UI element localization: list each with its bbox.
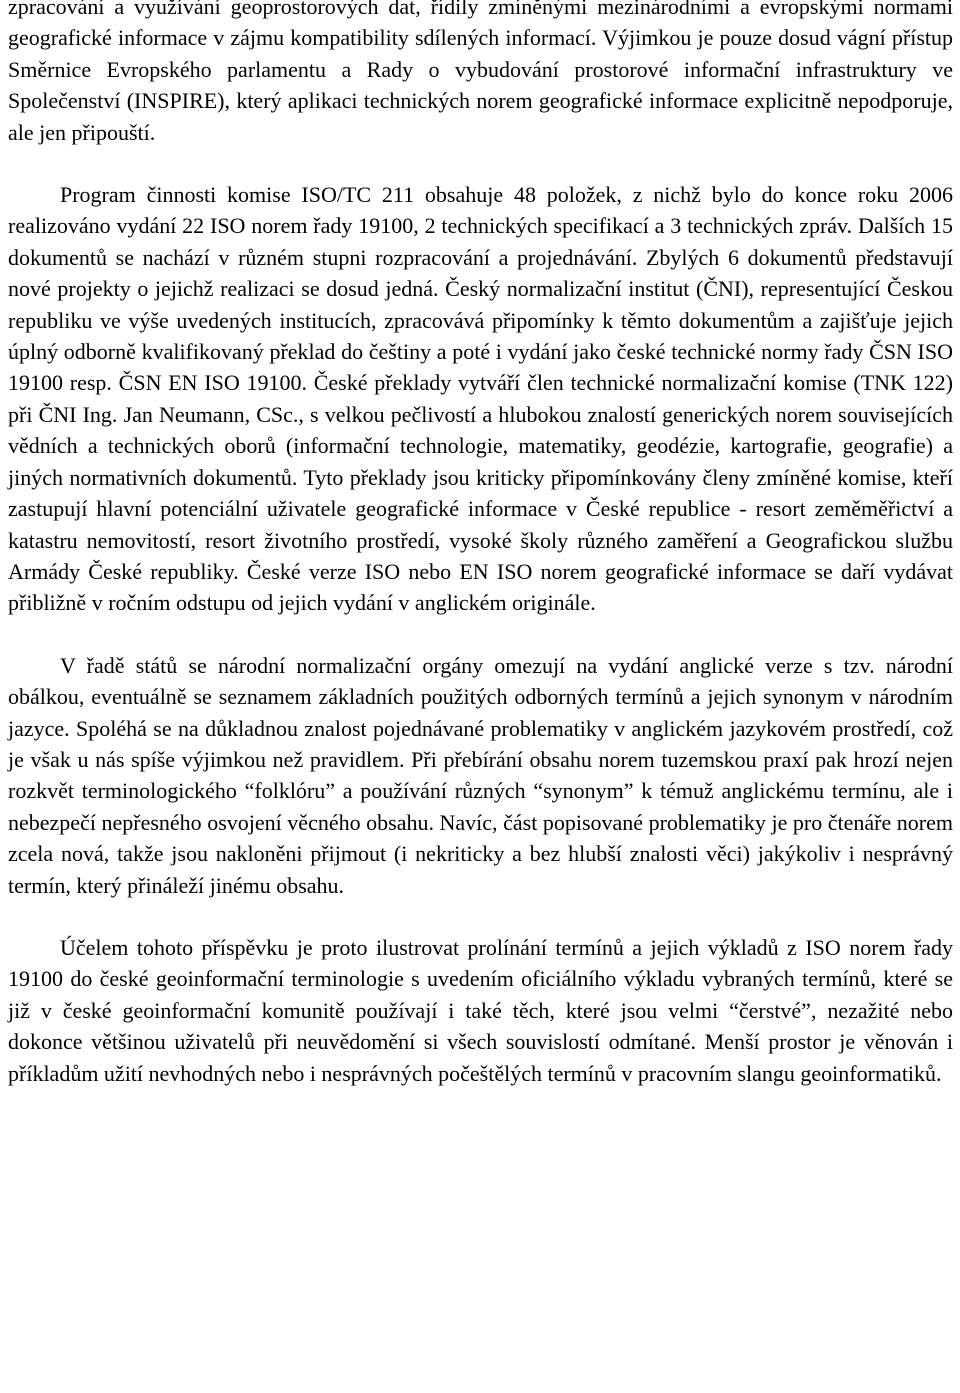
paragraph-purpose: Účelem tohoto příspěvku je proto ilustrovat prolínání termínů a jejich výkladů z ISO norem řady 19100 do české geoinformační terminologie s uvedením oficiálního výkladu vybraných termínů, které se již v české geoinformační komunitě používají i také těch, které jsou velmi “čerstvé”, nezažité nebo dokonce většinou uživatelů při neuvědomění si všech souvislostí odmítané. Menší prostor je věnován i příkladům užití nevhodných nebo i nesprávných počeštělých termínů v pracovním slangu geoinformatiků. [8,934,953,1086]
paragraph-national-adoption: V řadě států se národní normalizační orgány omezují na vydání anglické verze s tzv. národní obálkou, eventuálně se seznamem základních použitých odborných termínů a jejich synonym v národním jazyce. Spoléhá se na důkladnou znalost pojednávané problematiky v anglickém jazykovém prostředí, což je však u nás spíše výjimkou než pravidlem. Při přebírání obsahu norem tuzemskou praxí pak hrozí nejen rozkvět terminologického “folklóru” a používání různých “synonym” k témuž anglickému termínu, ale i nebezpečí nepřesného osvojení věcného obsahu. Navíc, část popisované problematiky je pro čtenáře norem zcela nová, takže jsou nakloněni přijmout (i nekriticky a bez hlubší znalosti věci) jakýkoliv i nesprávný termín, který přináleží jinému obsahu. [8,652,953,898]
paragraph-iso-tc211-program: Program činnosti komise ISO/TC 211 obsahuje 48 položek, z nichž bylo do konce roku 2006 realizováno vydání 22 ISO norem řady 19100, 2 technických specifikací a 3 technických zpráv. Dalších 15 dokumentů se nachází v různém stupni rozpracování a projednávání. Zbylých 6 dokumentů představují nové projekty o jejichž realizaci se dosud jedná. Český normalizační institut (ČNI), representující Českou republiku ve výše uvedených institucích, zpracovává připomínky k těmto dokumentům a zajišťuje jejich úplný odborně kvalifikovaný překlad do češtiny a poté i vydání jako české technické normy řady ČSN ISO 19100 resp. ČSN EN ISO 19100. České překlady vytváří člen technické normalizační komise (TNK 122) při ČNI Ing. Jan Neumann, CSc., s velkou pečlivostí a hlubokou znalostí generických norem souvisejících vědních a technických oborů (informační technologie, matematiky, geodézie, kartografie, geografie) a jiných normativních dokumentů. Tyto překlady jsou kriticky připomínkovány členy zmíněné komise, kteří zastupují hlavní potenciální uživatele geografické informace v České republice - resort zeměměřictví a katastru nemovitostí, resort životního prostředí, vysoké školy různého zaměření a Geografickou službu Armády České republiky. České verze ISO nebo EN ISO norem geografické informace se daří vydávat přibližně v ročním odstupu od jejich vydání v anglickém originále. [8,182,953,616]
paragraph-standards-intro: zpracování a využívání geoprostorových dat, řídily zmíněnými mezinárodními a evropskými normami geografické informace v zájmu kompatibility sdílených informací. Výjimkou je pouze dosud vágní přístup Směrnice Evropského parlamentu a Rady o vybudování prostorové informační infrastruktury ve Společenství (INSPIRE), který aplikaci technických norem geografické informace explicitně nepodporuje, ale jen připouští. [8,0,953,145]
